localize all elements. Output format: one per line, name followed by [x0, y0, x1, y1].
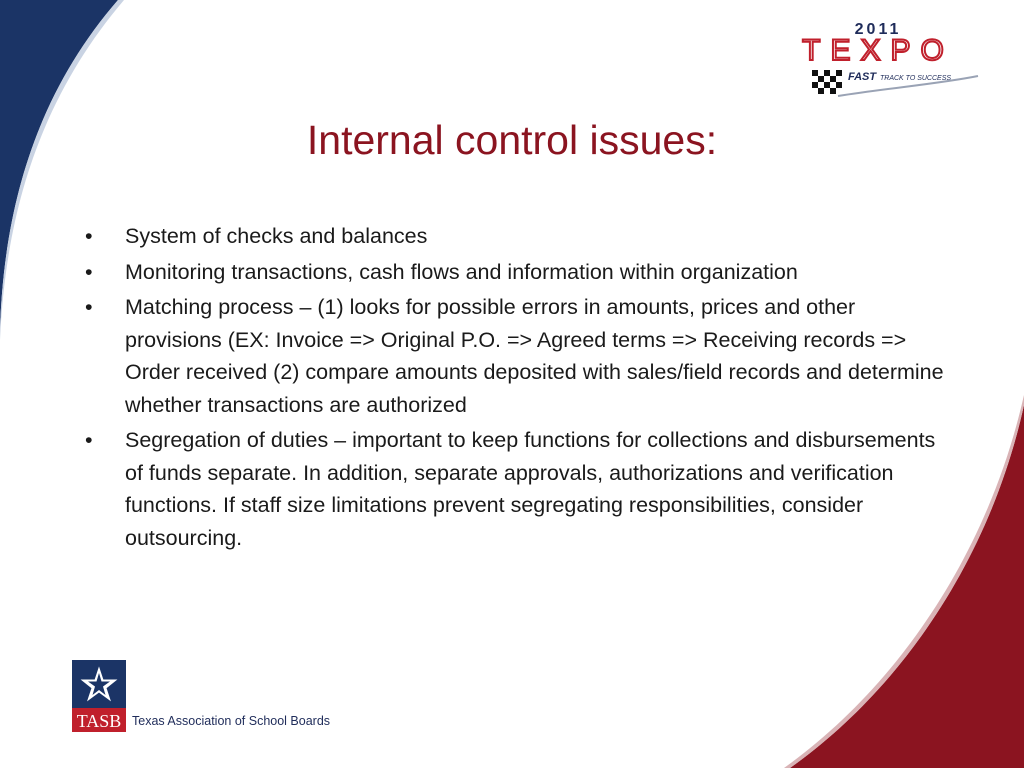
bullet-dot: •: [85, 295, 93, 319]
tasb-abbr: TASB: [76, 711, 122, 731]
bullet-text: System of checks and balances: [125, 224, 428, 248]
bullet-item: [85, 256, 945, 289]
bullet-text: Monitoring transactions, cash flows and information within organization: [125, 259, 798, 284]
texpo-name: TEXPO: [802, 34, 954, 67]
texpo-tagline-fast: FAST: [848, 71, 877, 83]
texpo-logo: [778, 18, 983, 108]
checkered-flag-icon: [812, 70, 842, 94]
bullet-dot: •: [85, 224, 93, 248]
bullet-item: [85, 424, 945, 554]
slide-title: Internal control issues:: [306, 117, 718, 163]
bullet-item: [85, 220, 945, 253]
bullet-text: Segregation of duties – important to keep functions for collections and disbursements of funds separate. In addition, separate approvals, authorizations and verification functions. If staff size limitations prevent segregating responsibilities, consider outsourcing.: [125, 428, 936, 550]
tasb-full-name: Texas Association of School Boards: [132, 714, 331, 728]
bullet-text: Matching process – (1) looks for possible errors in amounts, prices and other provisions (EX: Invoice => Original P.O. => Agreed terms => Receiving records => Order received (2) compare amounts deposited with sales/field records and determine whether transactions are authorized: [125, 295, 944, 417]
texpo-year: 2011: [854, 21, 902, 38]
bullet-dot: •: [85, 259, 93, 284]
texpo-tagline-rest: TRACK TO SUCCESS: [880, 75, 952, 82]
bullet-dot: •: [85, 428, 93, 452]
bullet-item: [85, 291, 945, 421]
bullet-list: [85, 220, 945, 557]
